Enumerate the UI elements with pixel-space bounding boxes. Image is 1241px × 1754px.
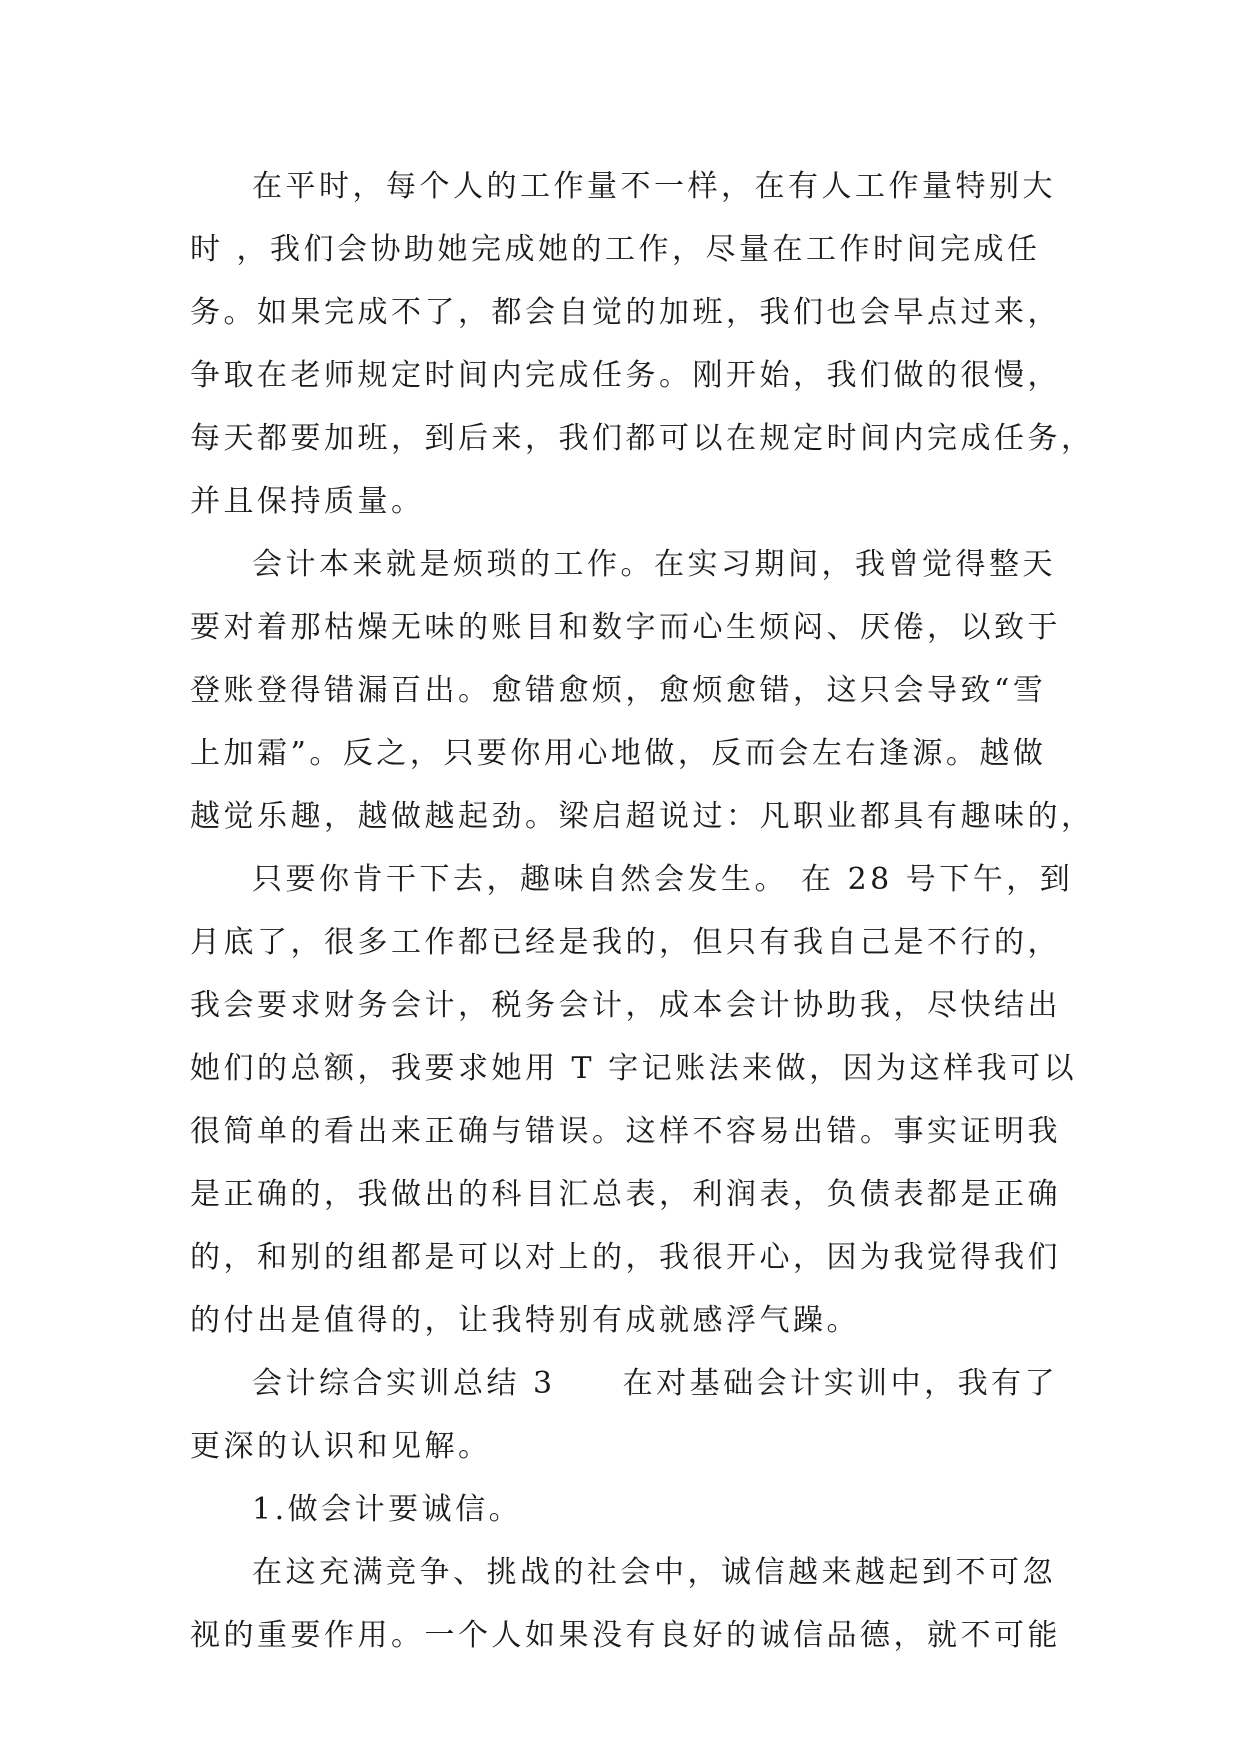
text-line: 的，和别的组都是可以对上的，我很开心，因为我觉得我们 — [190, 1240, 1061, 1275]
text-line: 她们的总额，我要求她用 T 字记账法来做，因为这样我可以 — [190, 1051, 1078, 1086]
text-line: 会计本来就是烦琐的工作。在实习期间，我曾觉得整天 — [252, 547, 1056, 582]
text-line: 务。如果完成不了，都会自觉的加班，我们也会早点过来， — [190, 295, 1061, 330]
text-line: 在这充满竞争、挑战的社会中，诚信越来越起到不可忽 — [252, 1555, 1056, 1590]
text-line: 争取在老师规定时间内完成任务。刚开始，我们做的很慢， — [190, 358, 1061, 393]
text-line: 并且保持质量。 — [190, 484, 425, 519]
text-line: 时 ，我们会协助她完成她的工作，尽量在工作时间完成任 — [190, 232, 1041, 267]
text-line: 越觉乐趣，越做越起劲。梁启超说过：凡职业都具有趣味的， — [190, 799, 1095, 834]
text-line: 每天都要加班，到后来，我们都可以在规定时间内完成任务， — [190, 421, 1095, 456]
list-item-heading: 1.做会计要诚信。 — [252, 1492, 523, 1527]
text-line: 登账登得错漏百出。愈错愈烦，愈烦愈错，这只会导致“雪 — [190, 673, 1047, 708]
text-line: 在平时，每个人的工作量不一样，在有人工作量特别大 — [252, 169, 1056, 204]
text-line: 很简单的看出来正确与错误。这样不容易出错。事实证明我 — [190, 1114, 1061, 1149]
text-line: 月底了，很多工作都已经是我的，但只有我自己是不行的， — [190, 925, 1061, 960]
text-line: 上加霜”。反之，只要你用心地做，反而会左右逢源。越做 — [190, 736, 1047, 771]
text-line: 是正确的，我做出的科目汇总表，利润表，负债表都是正确 — [190, 1177, 1061, 1212]
section-heading-line: 会计综合实训总结 3 在对基础会计实训中，我有了 — [252, 1366, 1059, 1401]
text-line: 要对着那枯燥无味的账目和数字而心生烦闷、厌倦，以致于 — [190, 610, 1061, 645]
text-line: 只要你肯干下去，趣味自然会发生。 在 28 号下午，到 — [252, 862, 1074, 897]
text-line: 更深的认识和见解。 — [190, 1429, 492, 1464]
text-line: 视的重要作用。一个人如果没有良好的诚信品德，就不可能 — [190, 1618, 1061, 1653]
text-line: 我会要求财务会计，税务会计，成本会计协助我，尽快结出 — [190, 988, 1061, 1023]
text-line: 的付出是值得的，让我特别有成就感浮气躁。 — [190, 1303, 860, 1338]
